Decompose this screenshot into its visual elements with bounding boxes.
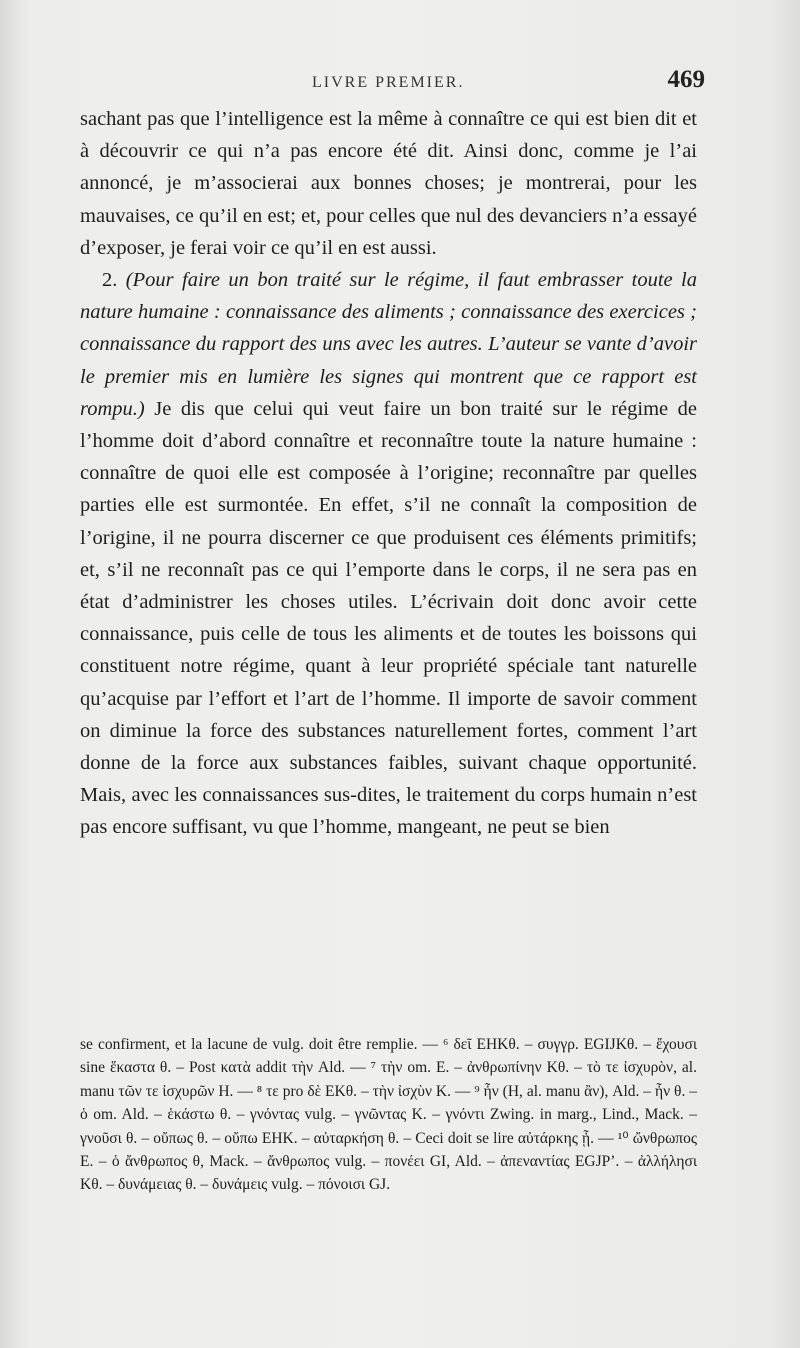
running-head [80,68,705,98]
main-text [80,103,697,844]
footnote-text: se confirment, et la lacune de vulg. doit être remplie. — ⁶ δεῖ EHKθ. – συγγρ. EGIJKθ. – ἔχουσι sine ἕκαστα θ. – Post κατὰ addit τὴν Ald. — ⁷ τὴν om. E. – ἀνθρωπίνην Kθ. – τὸ τε ἰσχυρὸν, al. manu τῶν τε ἰσχυρῶν H. — ⁸ τε pro δὲ EKθ. – τὴν ἰσχὺν K. — ⁹ ἦν (H, al. manu ἂν), Ald. – ἦν θ. – ὁ om. Ald. – ἑκάστω θ. – γνόντας vulg. – γνῶντας K. – γνόντι Zwing. in marg., Lind., Mack. – γνοῦσι θ. – οὔπως θ. – οὔπω EHK. – αὐταρκήση θ. – Ceci doit se lire αὐτάρκης ᾖ. — ¹⁰ ὤνθρωπος E. – ὁ ἄνθρωπος θ, Mack. – ἄνθρωπος vulg. – πονέει GI, Ald. – ἀπεναντίας EGJP’. – ἀλλήλησι Kθ. – δυνάμειας θ. – δυνάμεις vulg. – πόνοισι GJ. [80,1036,697,1194]
paragraph-2-text: Je dis que celui qui veut faire un bon traité sur le régime de l’homme doit d’abord connaître et reconnaître toute la nature humaine : connaître de quoi elle est composée à l’origine; reconnaître par quelles parties elle est surmontée. En effet, s’il ne connaît la composition de l’origine, il ne pourra discerner ce que produisent ces éléments primitifs; et, s’il ne reconnaît pas ce qui l’emporte dans le corps, il ne sera pas en état d’administrer les choses utiles. L’écrivain doit donc avoir cette connaissance, puis celle de tous les aliments et de toutes les boissons qui constituent notre régime, quant à leur propriété spéciale tant naturelle qu’acquise par l’effort et l’art de l’homme. Il importe de savoir comment on diminue la force des substances naturellement fortes, comment l’art donne de la force aux substances faibles, suivant chaque opportunité. Mais, avec les connaissances sus-dites, le traitement du corps humain n’est pas encore suffisant, vu que l’homme, mangeant, ne peut se bien [80,397,698,839]
paragraph-1: sachant pas que l’intelligence est la même à connaître ce qui est bien dit et à découvrir ce qui n’a pas encore été dit. Ainsi donc, comme je l’ai annoncé, je m’associerai aux bonnes choses; je montrerai, pour les mauvaises, ce qu’il en est; et, pour celles que nul des devanciers n’a essayé d’exposer, je ferai voir ce qu’il en est aussi. [80,108,697,259]
page-number: 469 [667,66,705,93]
running-title: LIVRE PREMIER. [312,74,465,91]
paragraph-2-summary: (Pour faire un bon traité sur le régime, il faut embrasser toute la nature humaine : connaissance des aliments ; connaissance des exercices ; connaissance du rapport des uns avec les autres. L’auteur se vante d’avoir le premier mis en lumière les signes qui montrent que ce rapport est rompu.) [80,269,697,420]
paragraph-2-number: 2. [102,269,118,292]
paragraph-2 [80,264,697,844]
footnotes [80,1033,697,1197]
